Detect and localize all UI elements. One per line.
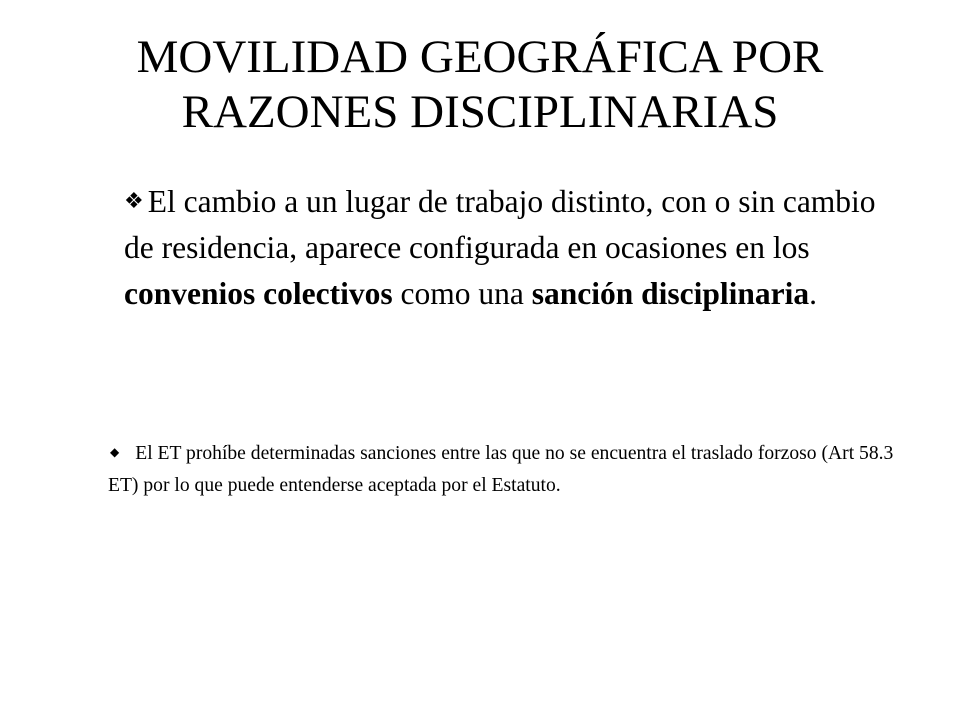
- main-bullet-text-3: .: [809, 276, 818, 311]
- sub-bullet-text: El ET prohíbe determinadas sanciones entre las que no se encuentra el traslado forzoso (Art 58.3 ET) por lo que puede entenderse aceptada por el Estatuto.: [108, 443, 894, 496]
- main-bullet-text-2: como una: [392, 276, 532, 311]
- sub-bullet: [108, 436, 908, 502]
- main-bullet-bold-1: convenios colectivos: [124, 276, 393, 311]
- slide-title: MOVILIDAD GEOGRÁFICA POR RAZONES DISCIPLINARIAS: [136, 31, 824, 138]
- diamond-bullet-icon: ◆: [110, 445, 120, 459]
- main-bullet-bold-2: sanción disciplinaria: [531, 276, 810, 311]
- main-bullet-text-1: El cambio a un lugar de trabajo distinto, con o sin cambio de residencia, aparece configurada en ocasiones en los: [124, 184, 876, 265]
- diamond-cluster-bullet-icon: ❖: [124, 188, 144, 213]
- main-bullet: [124, 178, 904, 317]
